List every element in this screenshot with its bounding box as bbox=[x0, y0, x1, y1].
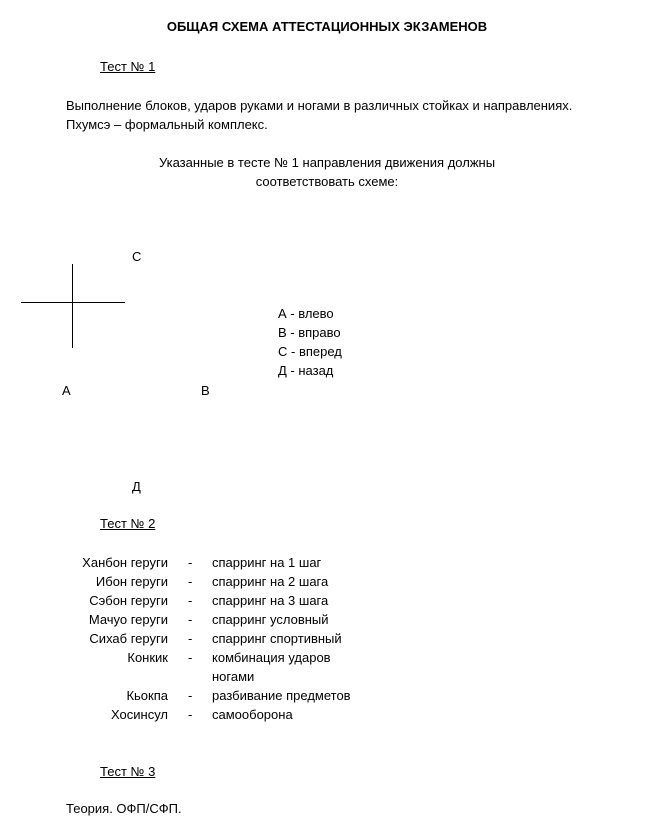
diagram-label-left: А bbox=[62, 383, 71, 398]
legend-item: А - влево bbox=[278, 306, 334, 321]
item-dash: - bbox=[188, 688, 193, 703]
legend-item: В - вправо bbox=[278, 325, 341, 340]
test1-line1: Выполнение блоков, ударов руками и ногами в различных стойках и направлениях. bbox=[66, 98, 573, 113]
diagram-label-right: В bbox=[201, 383, 210, 398]
item-desc: спарринг спортивный bbox=[212, 631, 342, 646]
test3-heading: Тест № 3 bbox=[100, 764, 156, 779]
item-name: Конкик bbox=[127, 650, 168, 665]
list-item-continuation bbox=[0, 667, 654, 686]
list-item bbox=[0, 629, 654, 648]
item-desc: спарринг на 2 шага bbox=[212, 574, 329, 589]
legend-item: С - вперед bbox=[278, 344, 342, 359]
item-name: Сэбон геруги bbox=[89, 593, 168, 608]
list-item bbox=[0, 553, 654, 572]
item-name: Сихаб геруги bbox=[89, 631, 168, 646]
item-dash: - bbox=[188, 574, 193, 589]
document-title: ОБЩАЯ СХЕМА АТТЕСТАЦИОННЫХ ЭКЗАМЕНОВ bbox=[166, 19, 488, 34]
list-item bbox=[0, 686, 654, 705]
diagram-vertical-axis bbox=[72, 264, 73, 348]
diagram-label-bottom: Д bbox=[132, 479, 141, 494]
test1-note-line1: Указанные в тесте № 1 направления движения должны bbox=[158, 155, 496, 170]
test1-note-line2: соответствовать схеме: bbox=[255, 174, 399, 189]
item-name: Ибон геруги bbox=[95, 574, 168, 589]
list-item bbox=[0, 572, 654, 591]
legend-item: Д - назад bbox=[278, 363, 334, 378]
item-desc: самооборона bbox=[212, 707, 293, 722]
item-dash: - bbox=[188, 631, 193, 646]
diagram-label-top: С bbox=[132, 249, 142, 264]
item-dash: - bbox=[188, 555, 193, 570]
item-dash: - bbox=[188, 650, 193, 665]
test3-line1: Теория. ОФП/СФП. bbox=[66, 801, 182, 816]
item-dash: - bbox=[188, 593, 193, 608]
item-desc: спарринг условный bbox=[212, 612, 329, 627]
item-name: Ханбон геруги bbox=[82, 555, 168, 570]
item-dash: - bbox=[188, 612, 193, 627]
list-item bbox=[0, 610, 654, 629]
test1-line2: Пхумсэ – формальный комплекс. bbox=[66, 117, 268, 132]
item-dash: - bbox=[188, 707, 193, 722]
item-name: Кьокпа bbox=[126, 688, 168, 703]
test2-heading: Тест № 2 bbox=[100, 516, 156, 531]
list-item bbox=[0, 705, 654, 724]
item-desc: спарринг на 3 шага bbox=[212, 593, 329, 608]
item-desc: спарринг на 1 шаг bbox=[212, 555, 322, 570]
item-name: Мачуо геруги bbox=[88, 612, 168, 627]
test1-heading: Тест № 1 bbox=[100, 59, 156, 74]
item-desc-continuation: ногами bbox=[212, 669, 255, 684]
list-item bbox=[0, 648, 654, 667]
list-item bbox=[0, 591, 654, 610]
item-name: Хосинсул bbox=[111, 707, 168, 722]
diagram-horizontal-axis bbox=[21, 302, 125, 303]
item-desc: комбинация ударов bbox=[212, 650, 331, 665]
item-desc: разбивание предметов bbox=[212, 688, 351, 703]
